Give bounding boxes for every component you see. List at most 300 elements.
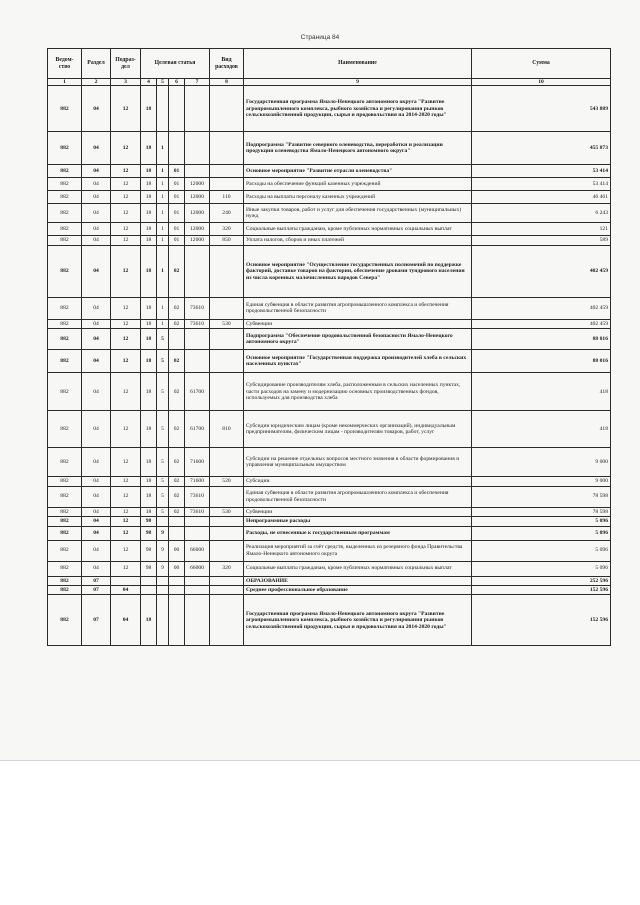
table-row	[48, 86, 611, 132]
cell-sum: 6 243	[472, 204, 611, 223]
cell-razdel: 04	[82, 191, 111, 204]
cell-sum: 402 459	[472, 297, 611, 319]
cell-program-code: 18	[141, 297, 157, 319]
cell-podrazdel: 12	[111, 319, 141, 328]
cell-razdel: 07	[82, 595, 111, 646]
cell-razdel: 04	[82, 486, 111, 507]
cell-subprogram-code: 1	[157, 165, 169, 178]
cell-vedomstvo: 882	[48, 448, 82, 477]
cell-expense-type: 320	[210, 561, 244, 576]
cell-direction-code	[185, 517, 210, 526]
header-target-article: Целевая статья	[141, 49, 210, 79]
cell-name: Расходы на обеспечение функций казенных учреждений	[244, 178, 472, 191]
cell-podrazdel: 12	[111, 132, 141, 165]
cell-razdel: 04	[82, 540, 111, 561]
cell-program-code: 98	[141, 517, 157, 526]
cell-razdel: 04	[82, 165, 111, 178]
cell-podrazdel: 12	[111, 411, 141, 448]
cell-direction-code: 61700	[185, 373, 210, 411]
cell-direction-code: 12000	[185, 223, 210, 236]
cell-direction-code	[185, 595, 210, 646]
cell-podrazdel: 12	[111, 526, 141, 540]
cell-podrazdel: 12	[111, 540, 141, 561]
header-podrazdel: Подраз-дел	[111, 49, 141, 79]
header-row	[48, 49, 611, 79]
cell-direction-code: 73610	[185, 297, 210, 319]
column-number-row	[48, 79, 611, 86]
cell-podrazdel: 12	[111, 350, 141, 373]
cell-vedomstvo: 882	[48, 561, 82, 576]
table-row	[48, 178, 611, 191]
cell-event-code: 02	[169, 297, 185, 319]
cell-subprogram-code: 5	[157, 507, 169, 516]
cell-subprogram-code: 5	[157, 373, 169, 411]
cell-event-code: 01	[169, 165, 185, 178]
cell-program-code: 18	[141, 86, 157, 132]
cell-direction-code: 12000	[185, 204, 210, 223]
cell-vedomstvo: 882	[48, 132, 82, 165]
cell-program-code	[141, 576, 157, 585]
header-vedomstvo: Ведом-ство	[48, 49, 82, 79]
cell-subprogram-code: 1	[157, 191, 169, 204]
cell-sum: 121	[472, 223, 611, 236]
table-row	[48, 297, 611, 319]
cell-expense-type: 850	[210, 236, 244, 245]
cell-name: Государственная программа Ямало-Ненецкого автономного округа "Развитие агропромышленного комплекса, рыбного хозяйства и регулирования рынков сельскохозяйственной продукции, сырья и продовольствия на 2014-2020 годы"	[244, 86, 472, 132]
cell-subprogram-code: 1	[157, 245, 169, 297]
cell-vedomstvo: 882	[48, 329, 82, 350]
table-row	[48, 486, 611, 507]
cell-podrazdel	[111, 576, 141, 585]
cell-name: Расходы, не отнесенные к государственным программам	[244, 526, 472, 540]
table-row	[48, 319, 611, 328]
cell-name: Подпрограмма "Развитие северного оленеводства, переработки и реализации продукции оленеводства Ямало-Ненецкого автономного округа"	[244, 132, 472, 165]
cell-podrazdel: 12	[111, 486, 141, 507]
cell-sum: 46 461	[472, 191, 611, 204]
cell-subprogram-code	[157, 585, 169, 594]
cell-direction-code: 73610	[185, 319, 210, 328]
cell-podrazdel: 12	[111, 329, 141, 350]
cell-sum: 402 459	[472, 319, 611, 328]
cell-event-code: 02	[169, 319, 185, 328]
cell-expense-type	[210, 132, 244, 165]
table-row	[48, 350, 611, 373]
cell-direction-code	[185, 329, 210, 350]
cell-direction-code: 12000	[185, 178, 210, 191]
cell-vedomstvo: 882	[48, 178, 82, 191]
cell-event-code	[169, 517, 185, 526]
cell-program-code	[141, 585, 157, 594]
cell-sum: 78 598	[472, 486, 611, 507]
cell-expense-type	[210, 595, 244, 646]
cell-vedomstvo: 882	[48, 486, 82, 507]
cell-event-code: 02	[169, 507, 185, 516]
cell-sum: 9 000	[472, 477, 611, 486]
cell-name: Субсидии	[244, 477, 472, 486]
cell-razdel: 04	[82, 411, 111, 448]
cell-sum: 53 414	[472, 165, 611, 178]
cell-razdel: 04	[82, 507, 111, 516]
table-body	[48, 86, 611, 646]
table-row	[48, 204, 611, 223]
cell-podrazdel: 12	[111, 204, 141, 223]
cell-razdel: 04	[82, 561, 111, 576]
column-number: 6	[169, 79, 185, 86]
cell-razdel: 04	[82, 297, 111, 319]
cell-podrazdel: 12	[111, 448, 141, 477]
cell-name: Расходы на выплаты персоналу казенных учреждений	[244, 191, 472, 204]
table-row	[48, 223, 611, 236]
table-row	[48, 540, 611, 561]
cell-sum: 152 596	[472, 595, 611, 646]
cell-subprogram-code: 5	[157, 411, 169, 448]
cell-program-code: 18	[141, 132, 157, 165]
cell-name: Государственная программа Ямало-Ненецкого автономного округа "Развитие агропромышленного комплекса, рыбного хозяйства и регулирования рынков сельскохозяйственной продукции, сырья и продовольствия на 2014-2020 годы"	[244, 595, 472, 646]
cell-vedomstvo: 882	[48, 595, 82, 646]
column-number: 4	[141, 79, 157, 86]
cell-name: Субсидии на решение отдельных вопросов местного значения в области формирования и управления муниципальным имуществом	[244, 448, 472, 477]
cell-vedomstvo: 882	[48, 236, 82, 245]
header-expense-type: Вид расходов	[210, 49, 244, 79]
cell-program-code: 98	[141, 561, 157, 576]
cell-program-code: 18	[141, 373, 157, 411]
table-row	[48, 411, 611, 448]
cell-event-code	[169, 585, 185, 594]
cell-name: Основное мероприятие "Развитие отрасли оленеводства"	[244, 165, 472, 178]
cell-direction-code	[185, 576, 210, 585]
cell-vedomstvo: 882	[48, 585, 82, 594]
cell-subprogram-code: 5	[157, 350, 169, 373]
cell-name: Основное мероприятие "Осуществление государственных полномочий по поддержке факторий, доставке товаров на фактории, обеспечение дровами тундрового населения из числа коренных малочисленных народов Севера"	[244, 245, 472, 297]
cell-program-code: 18	[141, 507, 157, 516]
cell-vedomstvo: 882	[48, 191, 82, 204]
cell-program-code: 18	[141, 595, 157, 646]
cell-podrazdel: 04	[111, 595, 141, 646]
cell-program-code: 98	[141, 540, 157, 561]
cell-sum: 5 096	[472, 517, 611, 526]
cell-subprogram-code: 1	[157, 132, 169, 165]
cell-program-code: 18	[141, 486, 157, 507]
budget-table	[47, 48, 611, 646]
table-row	[48, 517, 611, 526]
cell-direction-code: 73610	[185, 507, 210, 516]
cell-name: Субсидирование производителям хлеба, расположенным в сельских населенных пунктах, части расходов на замену и модернизацию основных производственных фондов, используемых для производства хлеба	[244, 373, 472, 411]
cell-event-code: 01	[169, 178, 185, 191]
header-sum: Сумма	[472, 49, 611, 79]
cell-event-code: 02	[169, 373, 185, 411]
cell-vedomstvo: 882	[48, 350, 82, 373]
cell-vedomstvo: 882	[48, 165, 82, 178]
cell-program-code: 18	[141, 178, 157, 191]
cell-expense-type	[210, 329, 244, 350]
cell-program-code: 18	[141, 223, 157, 236]
cell-vedomstvo: 882	[48, 540, 82, 561]
cell-podrazdel: 12	[111, 561, 141, 576]
cell-expense-type	[210, 486, 244, 507]
cell-expense-type	[210, 540, 244, 561]
cell-vedomstvo: 882	[48, 507, 82, 516]
cell-direction-code: 12000	[185, 236, 210, 245]
cell-direction-code	[185, 132, 210, 165]
cell-direction-code	[185, 165, 210, 178]
cell-expense-type: 520	[210, 477, 244, 486]
cell-name: ОБРАЗОВАНИЕ	[244, 576, 472, 585]
cell-event-code: 00	[169, 540, 185, 561]
cell-vedomstvo: 882	[48, 319, 82, 328]
column-number: 10	[472, 79, 611, 86]
cell-subprogram-code	[157, 86, 169, 132]
cell-direction-code	[185, 585, 210, 594]
cell-event-code: 02	[169, 477, 185, 486]
cell-name: Единая субвенция в области развития агропромышленного комплекса и обеспечения продовольственной безопасности	[244, 486, 472, 507]
cell-subprogram-code: 1	[157, 297, 169, 319]
table-row	[48, 236, 611, 245]
cell-vedomstvo: 882	[48, 223, 82, 236]
cell-name: Среднее профессиональное образование	[244, 585, 472, 594]
cell-expense-type	[210, 448, 244, 477]
cell-expense-type	[210, 526, 244, 540]
cell-expense-type	[210, 576, 244, 585]
cell-expense-type	[210, 245, 244, 297]
cell-event-code: 01	[169, 236, 185, 245]
table-row	[48, 165, 611, 178]
cell-podrazdel: 12	[111, 165, 141, 178]
cell-podrazdel: 12	[111, 245, 141, 297]
cell-sum: 5 096	[472, 526, 611, 540]
cell-program-code: 18	[141, 191, 157, 204]
table-row	[48, 191, 611, 204]
cell-razdel: 04	[82, 526, 111, 540]
cell-expense-type	[210, 86, 244, 132]
cell-name: Реализация мероприятий за счёт средств, выделенных из резервного фонда Правительства Ямало-Ненецкого автономного округа	[244, 540, 472, 561]
cell-vedomstvo: 882	[48, 373, 82, 411]
cell-event-code	[169, 595, 185, 646]
cell-razdel: 04	[82, 178, 111, 191]
cell-podrazdel: 12	[111, 236, 141, 245]
cell-program-code: 18	[141, 350, 157, 373]
cell-program-code: 18	[141, 448, 157, 477]
table-row	[48, 132, 611, 165]
cell-sum: 589	[472, 236, 611, 245]
cell-expense-type: 240	[210, 204, 244, 223]
cell-expense-type: 320	[210, 223, 244, 236]
cell-name: Единая субвенция в области развития агропромышленного комплекса и обеспечения продовольственной безопасности	[244, 297, 472, 319]
cell-direction-code: 12000	[185, 191, 210, 204]
cell-podrazdel: 12	[111, 191, 141, 204]
cell-program-code: 18	[141, 411, 157, 448]
cell-vedomstvo: 882	[48, 245, 82, 297]
column-number: 8	[210, 79, 244, 86]
table-row	[48, 329, 611, 350]
cell-direction-code: 73610	[185, 486, 210, 507]
cell-event-code: 00	[169, 561, 185, 576]
table-row	[48, 373, 611, 411]
cell-vedomstvo: 882	[48, 526, 82, 540]
cell-sum: 5 096	[472, 561, 611, 576]
cell-direction-code	[185, 350, 210, 373]
cell-direction-code: 71600	[185, 477, 210, 486]
table-row	[48, 561, 611, 576]
cell-razdel: 04	[82, 448, 111, 477]
cell-event-code: 01	[169, 223, 185, 236]
cell-razdel: 04	[82, 132, 111, 165]
cell-subprogram-code: 9	[157, 526, 169, 540]
cell-expense-type: 530	[210, 507, 244, 516]
cell-name: Непрограммные расходы	[244, 517, 472, 526]
cell-razdel: 04	[82, 373, 111, 411]
column-number: 2	[82, 79, 111, 86]
cell-subprogram-code	[157, 517, 169, 526]
cell-podrazdel: 12	[111, 86, 141, 132]
cell-program-code: 18	[141, 245, 157, 297]
cell-vedomstvo: 882	[48, 576, 82, 585]
cell-subprogram-code: 1	[157, 204, 169, 223]
table-row	[48, 526, 611, 540]
cell-sum: 402 459	[472, 245, 611, 297]
cell-razdel: 04	[82, 245, 111, 297]
cell-sum: 252 596	[472, 576, 611, 585]
cell-event-code	[169, 132, 185, 165]
cell-event-code: 01	[169, 191, 185, 204]
cell-expense-type	[210, 373, 244, 411]
cell-name: Субвенции	[244, 319, 472, 328]
cell-name: Подпрограмма "Обеспечение продовольственной безопасности Ямало-Ненецкого автономного округа"	[244, 329, 472, 350]
cell-sum: 53 414	[472, 178, 611, 191]
cell-razdel: 07	[82, 585, 111, 594]
page-number: Страница 84	[300, 34, 340, 41]
cell-expense-type: 810	[210, 411, 244, 448]
cell-direction-code	[185, 245, 210, 297]
column-number: 3	[111, 79, 141, 86]
cell-expense-type	[210, 350, 244, 373]
table-row	[48, 448, 611, 477]
column-number: 1	[48, 79, 82, 86]
cell-sum: 543 889	[472, 86, 611, 132]
cell-name: Субвенции	[244, 507, 472, 516]
column-number: 7	[185, 79, 210, 86]
cell-sum: 88 016	[472, 329, 611, 350]
cell-sum: 418	[472, 373, 611, 411]
cell-event-code: 02	[169, 350, 185, 373]
cell-event-code: 01	[169, 204, 185, 223]
cell-subprogram-code	[157, 595, 169, 646]
cell-vedomstvo: 882	[48, 297, 82, 319]
cell-subprogram-code: 5	[157, 477, 169, 486]
cell-event-code: 02	[169, 486, 185, 507]
cell-podrazdel: 04	[111, 585, 141, 594]
cell-expense-type	[210, 585, 244, 594]
cell-sum: 78 598	[472, 507, 611, 516]
cell-program-code: 18	[141, 236, 157, 245]
cell-subprogram-code: 1	[157, 223, 169, 236]
cell-event-code	[169, 576, 185, 585]
cell-expense-type	[210, 165, 244, 178]
cell-vedomstvo: 882	[48, 204, 82, 223]
cell-program-code: 18	[141, 204, 157, 223]
cell-name: Уплата налогов, сборов и иных платежей	[244, 236, 472, 245]
cell-event-code	[169, 86, 185, 132]
cell-expense-type	[210, 297, 244, 319]
cell-vedomstvo: 882	[48, 517, 82, 526]
cell-podrazdel: 12	[111, 477, 141, 486]
cell-subprogram-code: 9	[157, 561, 169, 576]
column-number: 5	[157, 79, 169, 86]
cell-subprogram-code: 1	[157, 236, 169, 245]
cell-subprogram-code: 9	[157, 540, 169, 561]
column-number: 9	[244, 79, 472, 86]
cell-podrazdel: 12	[111, 507, 141, 516]
cell-razdel: 04	[82, 236, 111, 245]
cell-expense-type: 530	[210, 319, 244, 328]
cell-name: Субсидии юридическим лицам (кроме некоммерческих организаций), индивидуальным предпринимателям, физическим лицам - производителям товаров, работ, услуг	[244, 411, 472, 448]
cell-event-code: 02	[169, 411, 185, 448]
cell-program-code: 18	[141, 165, 157, 178]
cell-sum: 418	[472, 411, 611, 448]
cell-sum: 152 596	[472, 585, 611, 594]
cell-program-code: 18	[141, 477, 157, 486]
cell-razdel: 04	[82, 350, 111, 373]
cell-vedomstvo: 882	[48, 86, 82, 132]
cell-event-code	[169, 526, 185, 540]
cell-program-code: 18	[141, 329, 157, 350]
cell-event-code	[169, 329, 185, 350]
cell-subprogram-code: 5	[157, 329, 169, 350]
cell-sum: 9 000	[472, 448, 611, 477]
cell-program-code: 18	[141, 319, 157, 328]
cell-event-code: 02	[169, 245, 185, 297]
cell-podrazdel: 12	[111, 223, 141, 236]
cell-podrazdel: 12	[111, 517, 141, 526]
cell-razdel: 04	[82, 477, 111, 486]
cell-subprogram-code: 5	[157, 448, 169, 477]
table-row	[48, 595, 611, 646]
cell-name: Социальные выплаты гражданам, кроме публичных нормативных социальных выплат	[244, 223, 472, 236]
cell-razdel: 04	[82, 223, 111, 236]
cell-direction-code: 66000	[185, 561, 210, 576]
cell-razdel: 04	[82, 329, 111, 350]
cell-direction-code: 61700	[185, 411, 210, 448]
cell-direction-code: 71600	[185, 448, 210, 477]
table-row	[48, 507, 611, 516]
cell-expense-type	[210, 178, 244, 191]
cell-podrazdel: 12	[111, 373, 141, 411]
table-row	[48, 477, 611, 486]
header-razdel: Раздел	[82, 49, 111, 79]
cell-razdel: 07	[82, 576, 111, 585]
cell-direction-code	[185, 526, 210, 540]
cell-expense-type	[210, 517, 244, 526]
cell-subprogram-code	[157, 576, 169, 585]
cell-direction-code	[185, 86, 210, 132]
cell-podrazdel: 12	[111, 178, 141, 191]
cell-vedomstvo: 882	[48, 477, 82, 486]
header-name: Наименование	[244, 49, 472, 79]
cell-event-code: 02	[169, 448, 185, 477]
table-row	[48, 585, 611, 594]
cell-razdel: 04	[82, 319, 111, 328]
cell-program-code: 98	[141, 526, 157, 540]
table-row	[48, 245, 611, 297]
cell-direction-code: 66000	[185, 540, 210, 561]
cell-razdel: 04	[82, 86, 111, 132]
cell-sum: 5 096	[472, 540, 611, 561]
cell-subprogram-code: 5	[157, 486, 169, 507]
cell-sum: 455 873	[472, 132, 611, 165]
cell-sum: 88 016	[472, 350, 611, 373]
cell-razdel: 04	[82, 517, 111, 526]
cell-podrazdel: 12	[111, 297, 141, 319]
cell-razdel: 04	[82, 204, 111, 223]
